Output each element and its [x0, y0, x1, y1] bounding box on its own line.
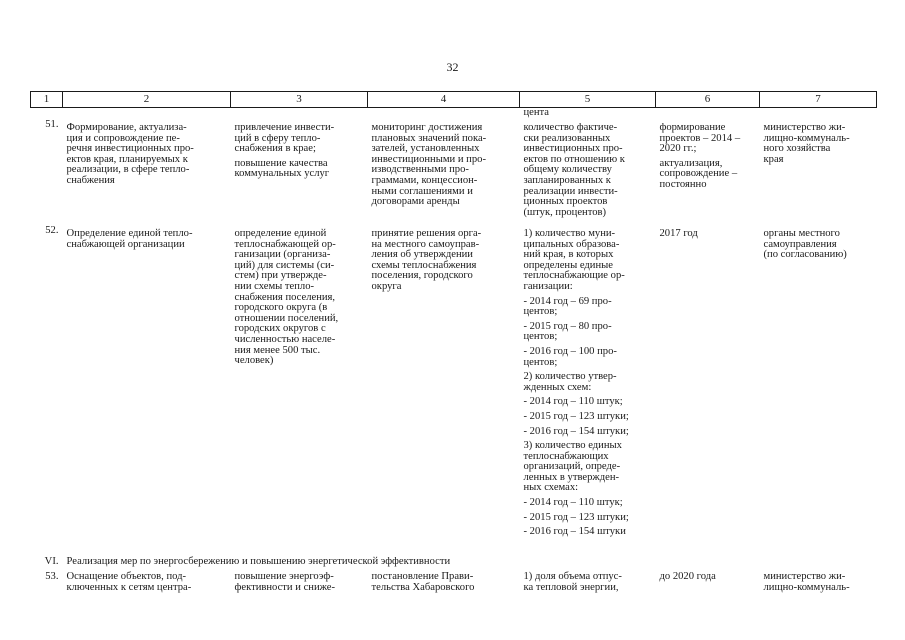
text-line: ний края, в которых [523, 249, 614, 261]
text-line: ция и сопровождение пе- [66, 132, 180, 144]
text-line: снабжения поселения, [234, 291, 336, 303]
measure-name [63, 120, 231, 226]
text-line: ски реализованных [523, 132, 611, 144]
table-row [31, 120, 877, 226]
indicator [520, 226, 656, 557]
text-line: жденных схем: [523, 381, 592, 393]
table-row [31, 226, 877, 557]
header-cell: 3 [231, 92, 368, 108]
section-title: Реализация мер по энергосбережению и повышению энергетической эффективности [66, 556, 451, 567]
mechanism [368, 226, 520, 557]
text-line: до 2020 года [659, 571, 716, 582]
text-line: запланированных к [523, 174, 611, 186]
text-line: ганизации: [523, 280, 573, 292]
deadline [656, 120, 760, 226]
text-line: реализации, в сфере тепло- [66, 164, 190, 176]
text-line: фективности и сниже- [234, 581, 336, 593]
text-line: (по согласованию) [763, 249, 847, 261]
text-line: мониторинг достижения [371, 122, 483, 133]
text-line: самоуправления [763, 238, 837, 250]
text-line: ния менее 500 тыс. [234, 344, 321, 356]
text-line: ектов края, планируемых к [66, 153, 188, 165]
text-line: - 2016 год – 154 штуки [523, 526, 626, 538]
text-line: количество фактиче- [523, 122, 618, 133]
text-line: 1) количество муни- [523, 228, 616, 239]
text-line: актуализация, [659, 157, 723, 169]
text-line: - 2014 год – 110 штук; [523, 497, 623, 509]
header-cell: 5 [520, 92, 656, 108]
text-line: схемы теплоснабжения [371, 259, 477, 271]
text-line: 2) количество утвер- [523, 371, 617, 383]
text-line: проектов – 2014 – [659, 132, 741, 144]
text-line: министерство жи- [763, 122, 846, 133]
measure-goal [231, 120, 368, 226]
text-line: ключенных к сетям центра- [66, 581, 192, 593]
section-row [31, 557, 877, 572]
deadline [656, 226, 760, 557]
measure-goal [231, 572, 368, 593]
mechanism [368, 120, 520, 226]
text-line: - 2015 год – 123 штуки; [523, 410, 629, 422]
text-line: определение единой [234, 228, 327, 239]
text-line: нии схемы тепло- [234, 280, 315, 292]
text-line: 2020 гг.; [659, 143, 697, 155]
text-line: городского округа (в [234, 302, 328, 314]
deadline [656, 572, 760, 593]
text-line: - 2015 год – 80 про- [523, 320, 612, 332]
measure-name [63, 226, 231, 557]
page-number: 32 [446, 60, 459, 74]
text-line: 3) количество единых [523, 440, 622, 452]
text-line: теплоснабжающих [523, 450, 609, 462]
text-line: городских округов с [234, 323, 326, 335]
text-line: ка тепловой энергии, [523, 581, 619, 593]
text-line: - 2016 год – 154 штуки; [523, 425, 629, 437]
header-cell: 2 [63, 92, 231, 108]
row-number: 51. [45, 119, 59, 130]
text-line: - 2016 год – 100 про- [523, 345, 617, 357]
text-line: ципальных образова- [523, 238, 620, 250]
text-line: ных схемах: [523, 482, 579, 494]
text-line: повышение энергоэф- [234, 571, 334, 582]
text-line: - 2015 год – 123 штуки; [523, 511, 629, 523]
responsible [760, 120, 877, 226]
text-line: органы местного [763, 228, 840, 239]
text-line: численностью населе- [234, 333, 336, 345]
text-line: организаций, опреде- [523, 461, 621, 473]
text-line: сопровождение – [659, 168, 738, 180]
text-line: Определение единой тепло- [66, 228, 193, 239]
text-line: 2017 год [659, 228, 698, 239]
continuation-row [31, 108, 877, 121]
text-line: стем) при утвержде- [234, 270, 327, 282]
text-line: общему количеству [523, 164, 612, 176]
text-line: ления об утверждении [371, 249, 473, 261]
measure-name [63, 572, 231, 593]
text-line: министерство жи- [763, 571, 846, 582]
continuation-text: цента [523, 107, 550, 118]
text-line: ленных в утвержден- [523, 471, 620, 483]
text-line: коммунальных услуг [234, 168, 330, 180]
text-line: Оснащение объектов, под- [66, 571, 187, 582]
text-line: инвестиционными и про- [371, 153, 486, 165]
text-line: зателей, установленных [371, 143, 480, 155]
text-line: определены единые [523, 259, 613, 271]
text-line: тельства Хабаровского [371, 581, 475, 593]
text-line: ного хозяйства [763, 143, 831, 155]
text-line: - 2014 год – 69 про- [523, 295, 612, 307]
text-line: принятие решения орга- [371, 228, 482, 239]
text-line: теплоснабжающие ор- [523, 270, 625, 282]
header-cell: 7 [760, 92, 877, 108]
text-line: - 2014 год – 110 штук; [523, 396, 623, 408]
section-number: VI. [44, 556, 59, 567]
responsible [760, 572, 877, 593]
text-line: изводственными про- [371, 164, 469, 176]
text-line: (штук, процентов) [523, 206, 607, 218]
text-line: лищно-коммуналь- [763, 132, 850, 144]
text-line: постоянно [659, 178, 707, 190]
header-cell: 4 [368, 92, 520, 108]
text-line: снабжения в крае; [234, 143, 316, 155]
text-line: ционных проектов [523, 196, 608, 208]
text-line: центов; [523, 306, 558, 318]
text-line: отношении поселений, [234, 312, 339, 324]
measure-goal [231, 226, 368, 557]
text-line: ций) для системы (си- [234, 259, 335, 271]
text-line: ганизации (организа- [234, 249, 331, 261]
column-number-header [31, 92, 877, 108]
text-line: повышение качества [234, 157, 328, 169]
row-number: 52. [45, 225, 59, 236]
text-line: округа [371, 280, 402, 292]
text-line: снабжения [66, 174, 115, 186]
text-line: теплоснабжающей ор- [234, 238, 336, 250]
text-line: центов; [523, 356, 558, 368]
measures-table [30, 91, 877, 593]
text-line: плановых значений пока- [371, 132, 487, 144]
responsible [760, 226, 877, 557]
row-number: 53. [45, 571, 59, 582]
text-line: ций в сферу тепло- [234, 132, 321, 144]
table-row [31, 572, 877, 593]
text-line: 1) доля объема отпус- [523, 571, 622, 582]
text-line: инвестиционных про- [523, 143, 623, 155]
header-cell: 1 [31, 92, 63, 108]
text-line: Формирование, актуализа- [66, 122, 187, 133]
text-line: ектов по отношению к [523, 153, 625, 165]
text-line: постановление Прави- [371, 571, 474, 582]
header-cell: 6 [656, 92, 760, 108]
text-line: привлечение инвести- [234, 122, 335, 133]
text-line: ными соглашениями и [371, 185, 473, 197]
text-line: человек) [234, 355, 274, 367]
text-line: реализации инвести- [523, 185, 618, 197]
mechanism [368, 572, 520, 593]
text-line: речня инвестиционных про- [66, 143, 194, 155]
text-line: центов; [523, 331, 558, 343]
text-line: граммами, концессион- [371, 174, 478, 186]
text-line: на местного самоуправ- [371, 238, 480, 250]
text-line: лищно-коммуналь- [763, 581, 850, 593]
text-line: формирование [659, 122, 726, 133]
text-line: снабжающей организации [66, 238, 185, 250]
indicator [520, 572, 656, 593]
text-line: края [763, 153, 784, 165]
text-line: договорами аренды [371, 196, 460, 208]
text-line: поселения, городского [371, 270, 473, 282]
indicator [520, 120, 656, 226]
